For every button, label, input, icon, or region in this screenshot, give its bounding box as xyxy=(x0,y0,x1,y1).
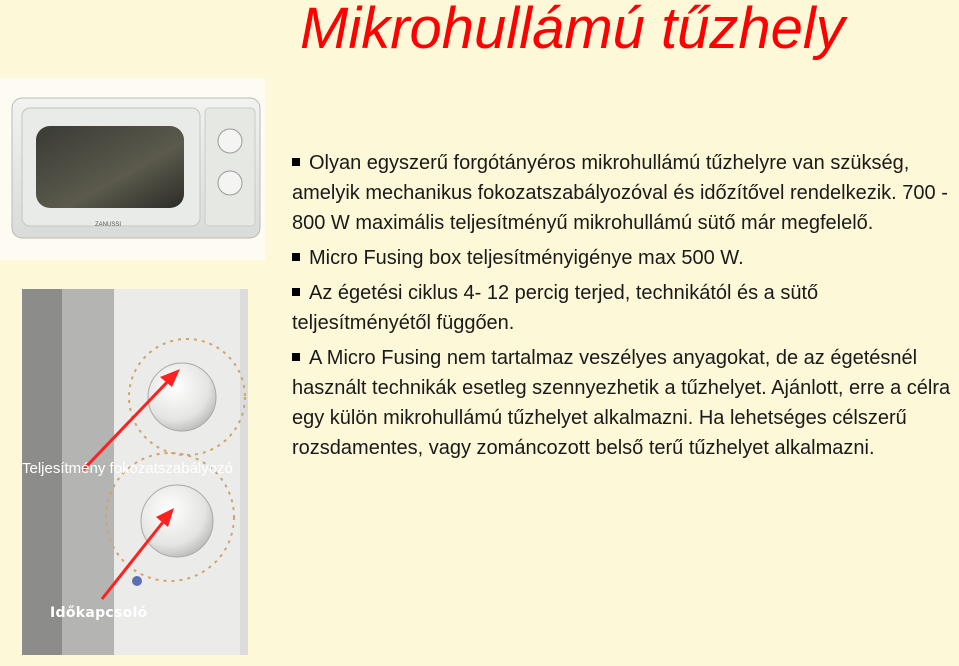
square-bullet-icon xyxy=(292,353,300,361)
microwave-photo xyxy=(0,78,265,260)
svg-text:ZANUSSI: ZANUSSI xyxy=(95,222,122,228)
square-bullet-icon xyxy=(292,253,300,261)
square-bullet-icon xyxy=(292,288,300,296)
square-bullet-icon xyxy=(292,158,300,166)
slide-title: Mikrohullámú tűzhely xyxy=(300,0,845,61)
power-control-label: Teljesítmény fokozatszabályozó xyxy=(22,460,233,477)
list-item: A Micro Fusing nem tartalmaz veszélyes anyagokat, de az égetésnél használt technikák esetleg szennyezhetik a tűzhelyet. Ajánlott, erre a célra egy külön mikrohullámú tűzhelyet alkalmazni. Ha lehetséges célszerű rozsdamentes, vagy zománcozott belső terű tűzhelyet alkalmazni. xyxy=(292,347,951,459)
list-item: Micro Fusing box teljesítményigénye max 500 W. xyxy=(292,243,957,273)
list-item: Az égetési ciklus 4- 12 percig terjed, technikától és a sütő teljesítményétől függően. xyxy=(292,282,819,334)
list-item: Olyan egyszerű forgótányéros mikrohullámú tűzhelyre van szükség, amelyik mechanikus fokozatszabályozóval és időzítővel rendelkezik. 700 - 800 W maximális teljesítményű mikrohullámú sütő már megfelelő. xyxy=(292,152,948,234)
timer-label: Időkapcsoló xyxy=(50,605,148,621)
bullet-list xyxy=(292,148,957,468)
